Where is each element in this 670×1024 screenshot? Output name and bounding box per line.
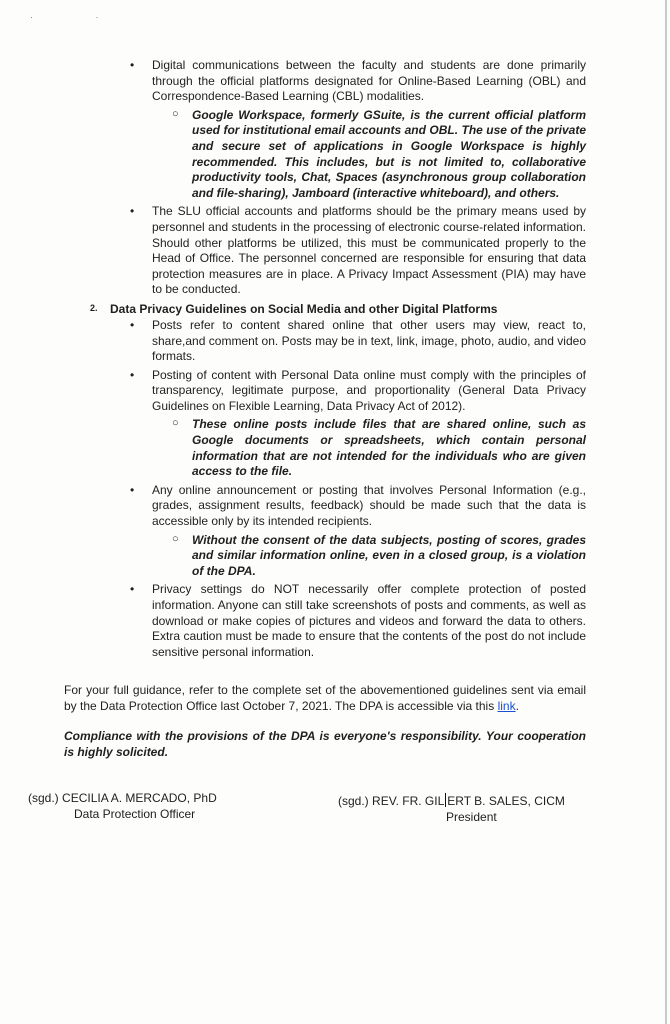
sub-bullet-text: These online posts include files that are shared online, such as Google documents or spreadsheets, which contain personal information that are not intended for the individuals who are given access to the file. [192, 417, 586, 479]
bullet-item [64, 204, 586, 298]
bullet-dot-icon: • [130, 482, 135, 497]
signatory-left [28, 790, 217, 822]
signatory-right [338, 793, 565, 825]
bullet-text: Posting of content with Personal Data online must comply with the principles of transparency, legitimate purpose, and proportionality (General Data Privacy Guidelines on Flexible Learning, Data Privacy Act of 2012). [152, 367, 586, 413]
signatory-name-part-b: ERT B. SALES, CICM [447, 794, 565, 808]
sub-bullet-text: Without the consent of the data subjects, posting of scores, grades and similar information online, even in a closed group, is a violation of the DPA. [192, 532, 586, 578]
scan-corner-marks: · · [30, 12, 129, 22]
signature-prefix: (sgd.) [338, 794, 369, 808]
circle-bullet-icon: ○ [172, 417, 179, 430]
signature-prefix: (sgd.) [28, 791, 59, 805]
bullet-dot-icon: • [130, 367, 135, 382]
bullet-dot-icon: • [130, 582, 135, 597]
guidance-paragraph [64, 682, 586, 714]
sub-bullet-text: Google Workspace, formerly GSuite, is the current official platform used for institutional email accounts and OBL. The use of the private and secure set of applications in Google Workspace is highly recommended. This includes, but is not limited to, collaborative productivity tools, Chat, Spaces (asynchronous group collaboration and file-sharing), Jamboard (interactive whiteboard), and others. [192, 107, 586, 200]
section-number: 2. [90, 302, 98, 313]
guidance-text: For your full guidance, refer to the complete set of the abovementioned guidelines sent via email by the Data Protection Office last October 7, 2021. The DPA is accessible via this [64, 683, 586, 714]
bullet-item [64, 582, 586, 660]
section-heading-text: Data Privacy Guidelines on Social Media and other Digital Platforms [110, 301, 498, 316]
guidance-end: . [515, 699, 519, 714]
scan-edge-shadow [665, 0, 667, 1024]
bullet-item [64, 58, 586, 105]
bullet-text: Any online announcement or posting that involves Personal Information (e.g., grades, assignment results, feedback) should be made such that the data is accessible only by its intended recipients. [152, 482, 586, 529]
bullet-item [64, 318, 586, 365]
sub-bullet-item [64, 108, 586, 202]
bullet-item [64, 483, 586, 530]
signatory-title: President [446, 810, 497, 824]
sub-bullet-item [64, 533, 586, 580]
bullet-dot-icon: • [130, 58, 135, 72]
bullet-dot-icon: • [130, 204, 135, 219]
bullet-dot-icon: • [130, 317, 135, 332]
bullet-text: Digital communications between the faculty and students are done primarily through the official platforms designated for Online-Based Learning (OBL) and Correspondence-Based Learning (CBL) modalities. [152, 58, 586, 104]
signatory-name: CECILIA A. MERCADO, PhD [62, 791, 217, 805]
document-body [64, 58, 586, 760]
dpa-link[interactable]: link [497, 699, 516, 714]
section-heading [64, 302, 586, 316]
circle-bullet-icon: ○ [172, 107, 179, 120]
bullet-text: Posts refer to content shared online that other users may view, react to, share,and comment on. Posts may be in text, link, image, photo, audio, and video formats. [152, 317, 586, 364]
bullet-text: The SLU official accounts and platforms should be the primary means used by personnel and students in the processing of electronic course-related information. Should other platforms be utilized, this must be communicated properly to the Head of Office. The personnel concerned are responsible for ensuring that data protection measures are in place. A Privacy Impact Assessment (PIA) may have to be conducted. [152, 204, 586, 297]
circle-bullet-icon: ○ [172, 532, 179, 545]
bullet-item [64, 368, 586, 415]
bullet-text: Privacy settings do NOT necessarily offer complete protection of posted information. Anyone can still take screenshots of posts and comments, as well as download or make copies of pictures and videos and forward the data to others. Extra caution must be made to ensure that the contents of the post do not include sensitive personal information. [152, 582, 586, 659]
sub-bullet-item [64, 417, 586, 479]
compliance-statement: Compliance with the provisions of the DPA is everyone's responsibility. Your cooperation is highly solicited. [64, 729, 586, 760]
signatory-name-part-a: REV. FR. GIL [372, 794, 445, 808]
signatory-title: Data Protection Officer [74, 807, 196, 821]
